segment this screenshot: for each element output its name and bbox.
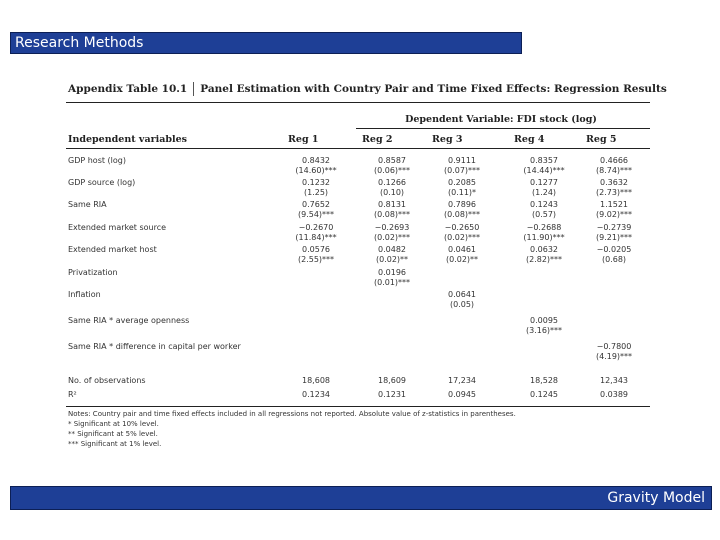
slide-footer-title: Gravity Model — [607, 490, 705, 506]
z-statistic-cell: (2.55)*** — [297, 255, 335, 264]
coefficient-cell: −0.0205 — [596, 245, 632, 254]
significance-note: ** Significant at 5% level. — [68, 430, 158, 438]
z-statistic-cell: (0.05) — [449, 300, 475, 309]
z-statistic-cell: (3.16)*** — [525, 326, 563, 335]
coefficient-cell: 0.1232 — [302, 178, 330, 187]
coefficient-cell: −0.2650 — [444, 223, 480, 232]
column-header-reg-2: Reg 2 — [362, 134, 393, 145]
header-rule — [66, 148, 650, 149]
table-title — [68, 82, 667, 96]
coefficient-cell: 0.7652 — [302, 200, 330, 209]
row-label: No. of observations — [68, 376, 146, 385]
z-statistic-cell: (0.02)** — [375, 255, 409, 264]
z-statistic-cell: (0.06)*** — [373, 166, 411, 175]
coefficient-cell: −0.2739 — [596, 223, 632, 232]
coefficient-cell: 0.8357 — [530, 156, 558, 165]
column-header-reg-3: Reg 3 — [432, 134, 463, 145]
dependent-variable-label: Dependent Variable: FDI stock (log) — [405, 114, 597, 125]
slide-header-bar — [10, 32, 522, 54]
z-statistic-cell: (11.90)*** — [523, 233, 565, 242]
coefficient-cell: 0.0576 — [302, 245, 330, 254]
z-statistic-cell: (14.60)*** — [295, 166, 337, 175]
row-label: Same RIA * difference in capital per worker — [68, 342, 241, 351]
slide-header-title: Research Methods — [15, 35, 144, 51]
row-label: Same RIA * average openness — [68, 316, 190, 325]
coefficient-cell: −0.2693 — [374, 223, 410, 232]
coefficient-cell: 18,608 — [302, 376, 330, 385]
significance-note: *** Significant at 1% level. — [68, 440, 162, 448]
z-statistic-cell: (0.08)*** — [443, 210, 481, 219]
coefficient-cell: 17,234 — [448, 376, 476, 385]
row-label: Extended market host — [68, 245, 157, 254]
coefficient-cell: 0.0095 — [530, 316, 558, 325]
z-statistic-cell: (8.74)*** — [595, 166, 633, 175]
title-separator — [193, 82, 194, 96]
z-statistic-cell: (0.08)*** — [373, 210, 411, 219]
coefficient-cell: 0.8587 — [378, 156, 406, 165]
column-header-variables: Independent variables — [68, 134, 188, 145]
coefficient-cell: 0.1266 — [378, 178, 406, 187]
coefficient-cell: 0.0945 — [448, 390, 476, 399]
table-note: Notes: Country pair and time fixed effects included in all regressions not reported. Absolute value of z-statistics in parentheses. — [68, 410, 516, 418]
coefficient-cell: 0.1231 — [378, 390, 406, 399]
coefficient-cell: 1.1521 — [600, 200, 628, 209]
coefficient-cell: 0.9111 — [448, 156, 476, 165]
column-header-reg-4: Reg 4 — [514, 134, 545, 145]
z-statistic-cell: (9.54)*** — [297, 210, 335, 219]
z-statistic-cell: (0.10) — [379, 188, 405, 197]
z-statistic-cell: (0.11)* — [447, 188, 477, 197]
top-rule — [66, 102, 650, 103]
coefficient-cell: 0.0632 — [530, 245, 558, 254]
dependent-rule — [356, 128, 650, 129]
z-statistic-cell: (9.02)*** — [595, 210, 633, 219]
z-statistic-cell: (0.57) — [531, 210, 557, 219]
coefficient-cell: 18,609 — [378, 376, 406, 385]
coefficient-cell: 0.7896 — [448, 200, 476, 209]
row-label: R² — [68, 390, 77, 399]
table-title-text: Panel Estimation with Country Pair and Time Fixed Effects: Regression Results — [200, 83, 667, 95]
coefficient-cell: 0.1245 — [530, 390, 558, 399]
z-statistic-cell: (0.68) — [601, 255, 627, 264]
coefficient-cell: 0.1243 — [530, 200, 558, 209]
z-statistic-cell: (4.19)*** — [595, 352, 633, 361]
z-statistic-cell: (2.73)*** — [595, 188, 633, 197]
row-label: GDP host (log) — [68, 156, 126, 165]
significance-note: * Significant at 10% level. — [68, 420, 159, 428]
coefficient-cell: 0.3632 — [600, 178, 628, 187]
coefficient-cell: 0.2085 — [448, 178, 476, 187]
row-label: Privatization — [68, 268, 118, 277]
z-statistic-cell: (11.84)*** — [295, 233, 337, 242]
z-statistic-cell: (9.21)*** — [595, 233, 633, 242]
coefficient-cell: 0.0641 — [448, 290, 476, 299]
z-statistic-cell: (0.02)*** — [443, 233, 481, 242]
z-statistic-cell: (0.02)*** — [373, 233, 411, 242]
z-statistic-cell: (2.82)*** — [525, 255, 563, 264]
coefficient-cell: 0.4666 — [600, 156, 628, 165]
z-statistic-cell: (1.25) — [303, 188, 329, 197]
coefficient-cell: 0.0196 — [378, 268, 406, 277]
column-header-reg-1: Reg 1 — [288, 134, 319, 145]
coefficient-cell: 0.0461 — [448, 245, 476, 254]
regression-table — [66, 74, 667, 462]
coefficient-cell: 0.1277 — [530, 178, 558, 187]
z-statistic-cell: (0.07)*** — [443, 166, 481, 175]
coefficient-cell: 18,528 — [530, 376, 558, 385]
slide-footer-bar — [10, 486, 712, 510]
row-label: Same RIA — [68, 200, 107, 209]
row-label: GDP source (log) — [68, 178, 136, 187]
coefficient-cell: 12,343 — [600, 376, 628, 385]
table-title-label: Appendix Table 10.1 — [68, 83, 188, 95]
z-statistic-cell: (0.02)** — [445, 255, 479, 264]
coefficient-cell: 0.0389 — [600, 390, 628, 399]
z-statistic-cell: (14.44)*** — [523, 166, 565, 175]
coefficient-cell: 0.8131 — [378, 200, 406, 209]
bottom-rule — [66, 406, 650, 407]
coefficient-cell: 0.8432 — [302, 156, 330, 165]
coefficient-cell: −0.2670 — [298, 223, 334, 232]
coefficient-cell: 0.0482 — [378, 245, 406, 254]
z-statistic-cell: (0.01)*** — [373, 278, 411, 287]
coefficient-cell: −0.2688 — [526, 223, 562, 232]
row-label: Extended market source — [68, 223, 167, 232]
row-label: Inflation — [68, 290, 101, 299]
coefficient-cell: 0.1234 — [302, 390, 330, 399]
coefficient-cell: −0.7800 — [596, 342, 632, 351]
z-statistic-cell: (1.24) — [531, 188, 557, 197]
column-header-reg-5: Reg 5 — [586, 134, 617, 145]
